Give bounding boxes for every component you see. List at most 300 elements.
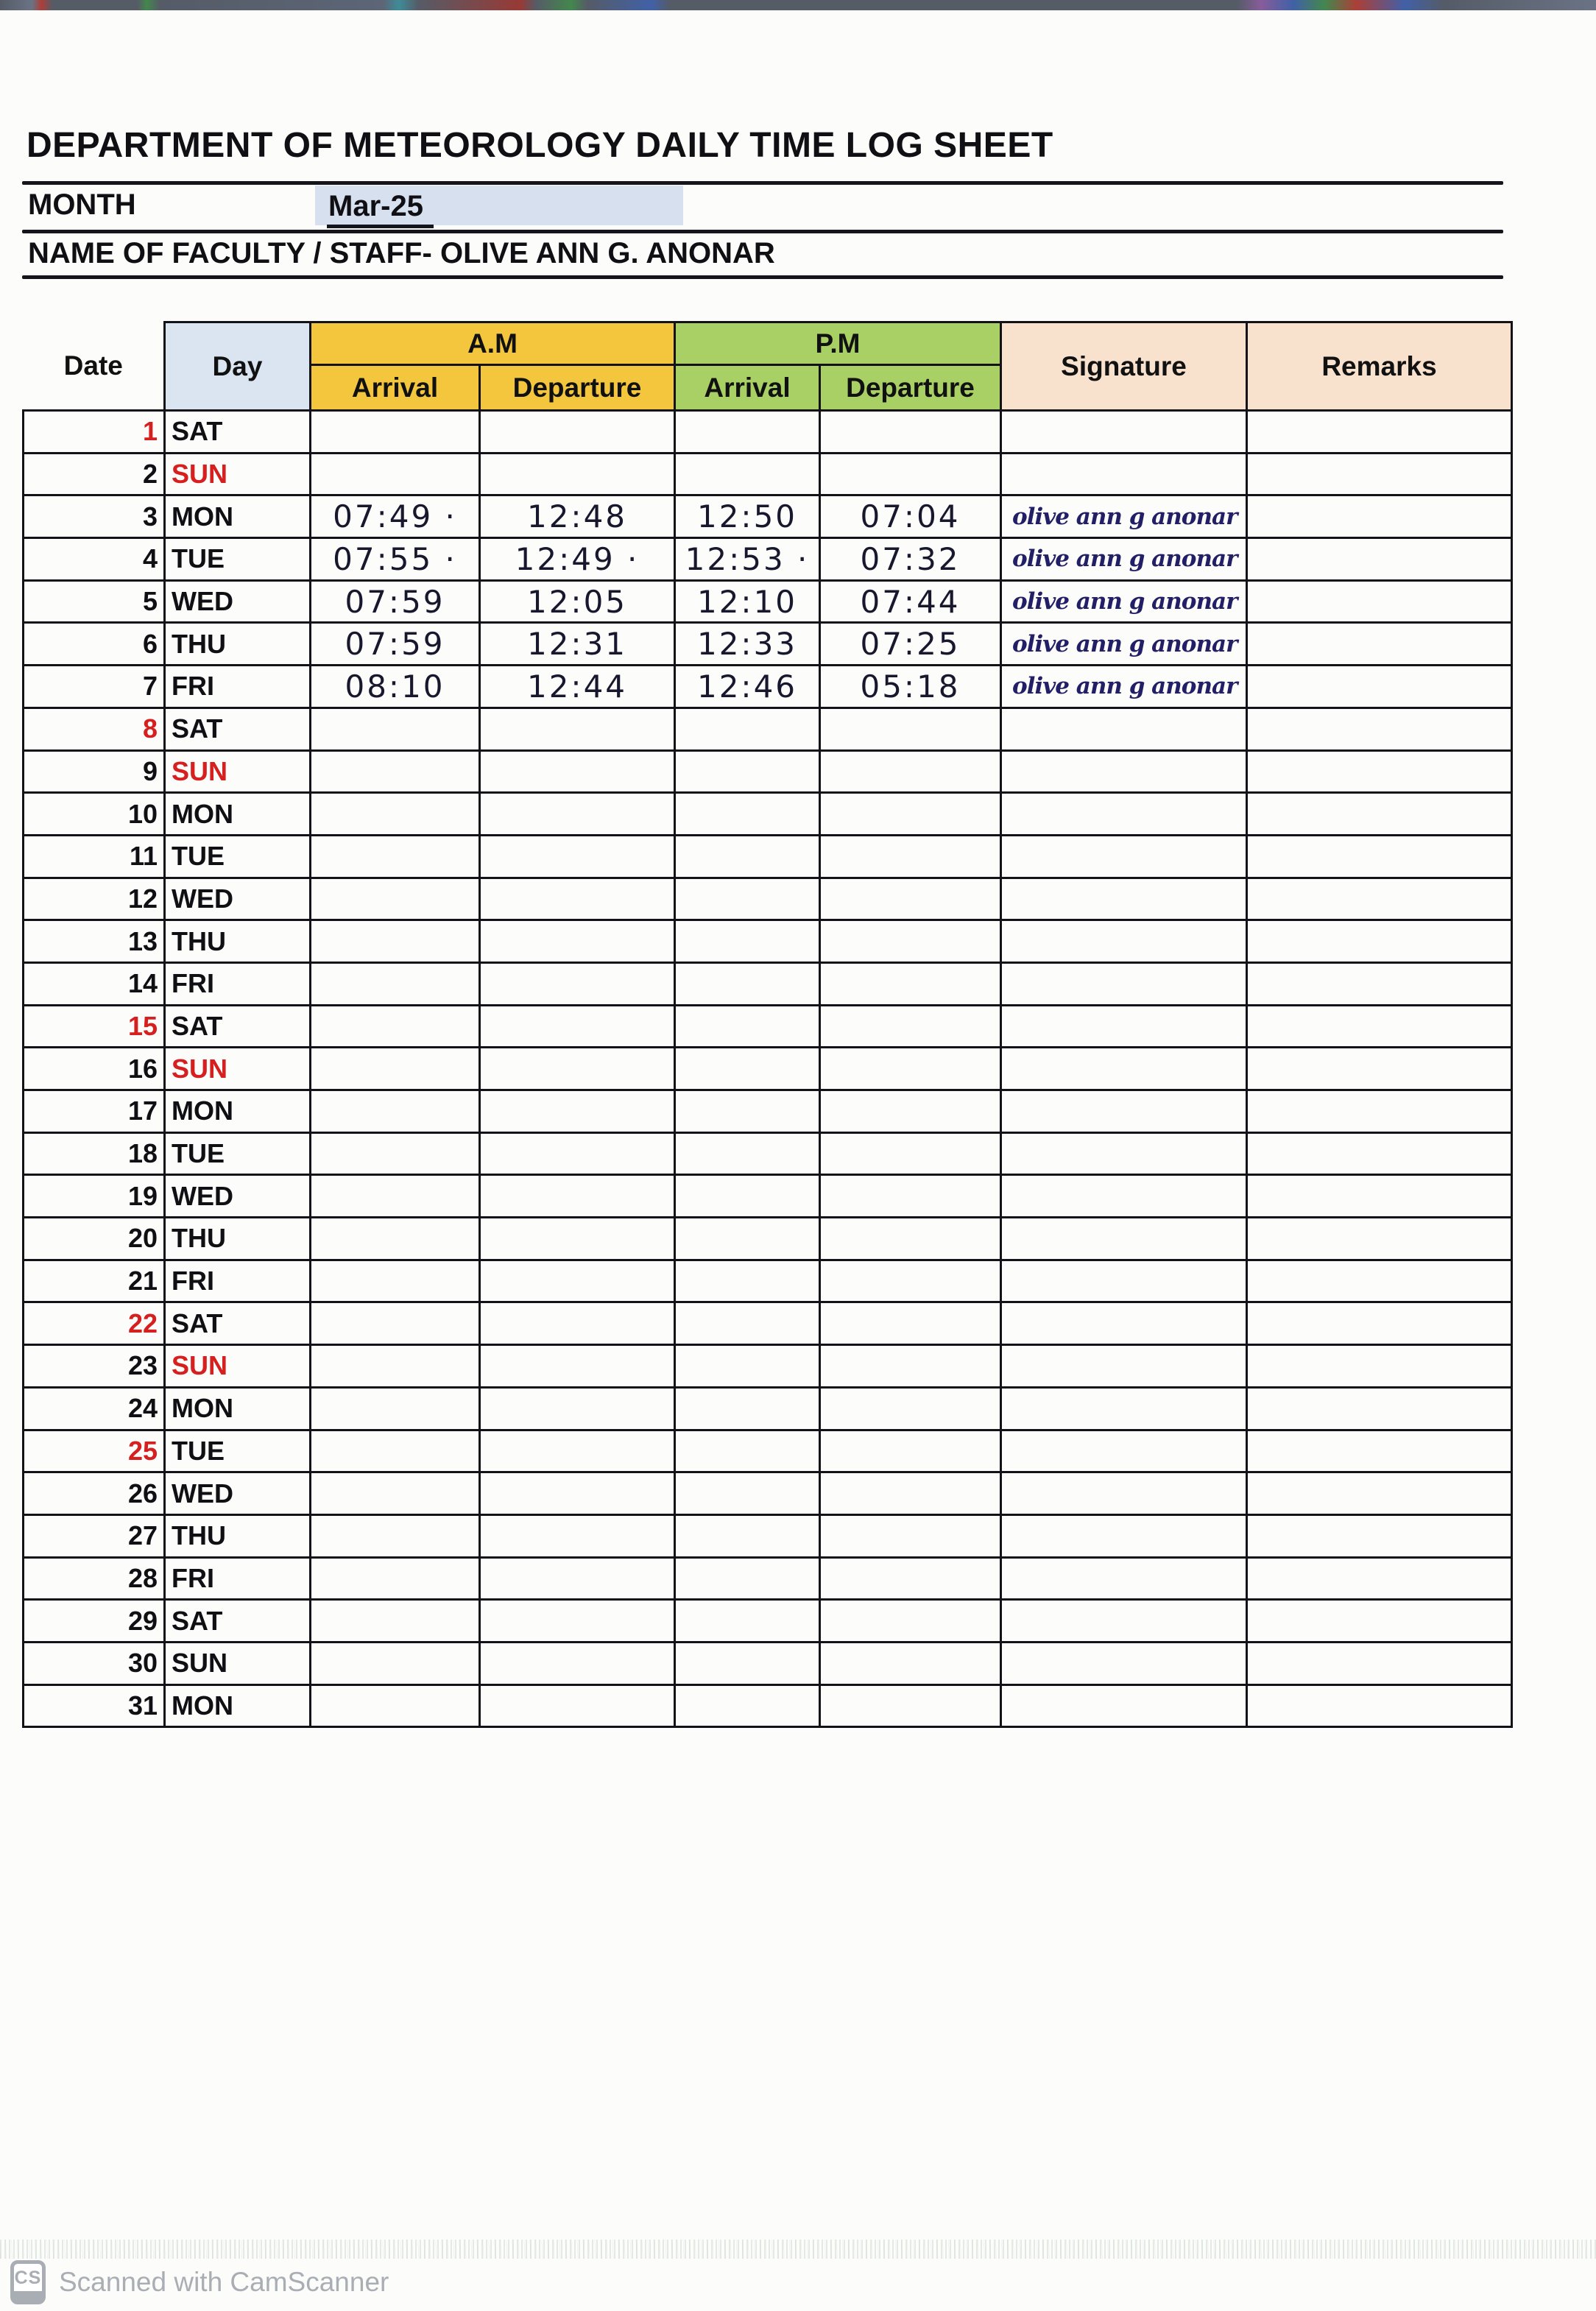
day-cell: SUN — [165, 1642, 311, 1684]
pm-arrival-cell — [675, 1684, 820, 1727]
day-cell: WED — [165, 580, 311, 623]
day-cell: FRI — [165, 962, 311, 1005]
remarks-cell — [1247, 1175, 1512, 1218]
pm-departure-cell — [820, 1302, 1001, 1345]
am-arrival-cell — [311, 1345, 480, 1388]
remarks-cell — [1247, 1090, 1512, 1133]
am-departure-cell — [480, 878, 675, 920]
am-departure-cell — [480, 1218, 675, 1260]
date-cell: 6 — [24, 623, 165, 666]
pm-arrival-cell — [675, 1005, 820, 1048]
am-arrival-cell — [311, 1090, 480, 1133]
date-cell: 24 — [24, 1387, 165, 1430]
signature-cell — [1001, 1387, 1247, 1430]
pm-departure-cell — [820, 793, 1001, 836]
am-departure-cell — [480, 1514, 675, 1557]
signature-cell: olive ann g anonar — [1001, 580, 1247, 623]
header-signature: Signature — [1001, 322, 1247, 411]
pm-arrival-cell — [675, 1048, 820, 1090]
remarks-cell — [1247, 878, 1512, 920]
table-row — [24, 1430, 1512, 1472]
pm-arrival-cell: 12:46 — [675, 666, 820, 708]
remarks-cell — [1247, 411, 1512, 454]
remarks-cell — [1247, 1472, 1512, 1515]
pm-arrival-cell: 12:33 — [675, 623, 820, 666]
am-departure-cell — [480, 1175, 675, 1218]
table-row — [24, 1345, 1512, 1388]
date-cell: 23 — [24, 1345, 165, 1388]
am-departure-cell — [480, 1345, 675, 1388]
table-row — [24, 835, 1512, 878]
table-row — [24, 708, 1512, 750]
table-row — [24, 1684, 1512, 1727]
am-arrival-cell — [311, 1260, 480, 1302]
header-date: Date — [63, 350, 123, 381]
remarks-cell — [1247, 1684, 1512, 1727]
signature-cell — [1001, 920, 1247, 963]
pm-arrival-cell — [675, 750, 820, 793]
am-arrival-cell — [311, 1387, 480, 1430]
day-cell: SAT — [165, 708, 311, 750]
signature-cell — [1001, 962, 1247, 1005]
day-cell: MON — [165, 1387, 311, 1430]
remarks-cell — [1247, 1430, 1512, 1472]
table-row — [24, 1048, 1512, 1090]
remarks-cell — [1247, 1218, 1512, 1260]
pm-departure-cell — [820, 1600, 1001, 1643]
document-title: DEPARTMENT OF METEOROLOGY DAILY TIME LOG SHEET — [27, 126, 1053, 165]
am-arrival-cell — [311, 962, 480, 1005]
signature-cell: olive ann g anonar — [1001, 623, 1247, 666]
remarks-cell — [1247, 1005, 1512, 1048]
pm-arrival-cell — [675, 1260, 820, 1302]
am-arrival-cell: 07:59 — [311, 580, 480, 623]
signature-cell — [1001, 708, 1247, 750]
am-arrival-cell — [311, 1472, 480, 1515]
am-departure-cell: 12:31 — [480, 623, 675, 666]
pm-departure-cell — [820, 1260, 1001, 1302]
pm-departure-cell: 07:25 — [820, 623, 1001, 666]
am-departure-cell — [480, 920, 675, 963]
am-departure-cell — [480, 1005, 675, 1048]
header-am: A.M — [311, 322, 675, 365]
day-cell: TUE — [165, 835, 311, 878]
remarks-cell — [1247, 623, 1512, 666]
table-row — [24, 920, 1512, 963]
table-row — [24, 623, 1512, 666]
header-pm-arrival: Arrival — [675, 365, 820, 411]
signature-cell — [1001, 1557, 1247, 1600]
remarks-cell — [1247, 835, 1512, 878]
pm-departure-cell — [820, 1472, 1001, 1515]
day-cell: THU — [165, 920, 311, 963]
signature-cell — [1001, 878, 1247, 920]
remarks-cell — [1247, 1514, 1512, 1557]
am-departure-cell — [480, 453, 675, 495]
table-row — [24, 1260, 1512, 1302]
pm-arrival-cell — [675, 1387, 820, 1430]
day-cell: SUN — [165, 1345, 311, 1388]
pm-arrival-cell — [675, 878, 820, 920]
time-log-table — [22, 321, 1513, 1728]
signature-cell — [1001, 1048, 1247, 1090]
am-departure-cell — [480, 1642, 675, 1684]
day-cell: THU — [165, 1218, 311, 1260]
signature-cell — [1001, 1175, 1247, 1218]
table-row — [24, 878, 1512, 920]
date-cell: 18 — [24, 1132, 165, 1175]
month-value: Mar-25 — [327, 190, 434, 228]
pm-departure-cell — [820, 708, 1001, 750]
table-row — [24, 453, 1512, 495]
table-row — [24, 1472, 1512, 1515]
am-departure-cell — [480, 835, 675, 878]
signature-cell — [1001, 1514, 1247, 1557]
table-row — [24, 411, 1512, 454]
am-departure-cell — [480, 1302, 675, 1345]
day-cell: SUN — [165, 750, 311, 793]
date-cell: 19 — [24, 1175, 165, 1218]
am-departure-cell: 12:44 — [480, 666, 675, 708]
table-row — [24, 1302, 1512, 1345]
date-cell: 20 — [24, 1218, 165, 1260]
date-cell: 8 — [24, 708, 165, 750]
day-cell: MON — [165, 1090, 311, 1133]
date-cell: 11 — [24, 835, 165, 878]
day-cell: SUN — [165, 453, 311, 495]
am-departure-cell — [480, 1387, 675, 1430]
table-row — [24, 1557, 1512, 1600]
table-row — [24, 580, 1512, 623]
remarks-cell — [1247, 580, 1512, 623]
am-arrival-cell — [311, 1557, 480, 1600]
am-departure-cell — [480, 1048, 675, 1090]
signature-cell — [1001, 1090, 1247, 1133]
camscanner-watermark — [10, 2260, 389, 2304]
table-row — [24, 495, 1512, 538]
day-cell: SAT — [165, 1005, 311, 1048]
camscanner-logo-icon — [10, 2260, 46, 2304]
am-arrival-cell — [311, 1218, 480, 1260]
pm-departure-cell — [820, 1048, 1001, 1090]
am-arrival-cell — [311, 1302, 480, 1345]
table-row — [24, 1600, 1512, 1643]
pm-departure-cell: 07:32 — [820, 538, 1001, 581]
month-highlight — [315, 186, 683, 225]
pm-arrival-cell: 12:53 · — [675, 538, 820, 581]
signature-cell — [1001, 1302, 1247, 1345]
date-cell: 17 — [24, 1090, 165, 1133]
date-cell: 25 — [24, 1430, 165, 1472]
signature-cell — [1001, 1260, 1247, 1302]
remarks-cell — [1247, 453, 1512, 495]
header-pm: P.M — [675, 322, 1001, 365]
pm-arrival-cell: 12:50 — [675, 495, 820, 538]
table-row — [24, 1514, 1512, 1557]
signature-cell: olive ann g anonar — [1001, 538, 1247, 581]
am-arrival-cell — [311, 920, 480, 963]
table-row — [24, 962, 1512, 1005]
pm-arrival-cell — [675, 1090, 820, 1133]
pm-arrival-cell — [675, 411, 820, 454]
faculty-name-line: NAME OF FACULTY / STAFF- OLIVE ANN G. ANONAR — [28, 237, 775, 269]
date-cell: 26 — [24, 1472, 165, 1515]
scan-artifact-top — [0, 0, 1596, 10]
day-cell: WED — [165, 1472, 311, 1515]
remarks-cell — [1247, 750, 1512, 793]
horizontal-rule — [22, 275, 1503, 279]
day-cell: MON — [165, 1684, 311, 1727]
pm-arrival-cell — [675, 1132, 820, 1175]
pm-departure-cell — [820, 1090, 1001, 1133]
day-cell: TUE — [165, 1132, 311, 1175]
remarks-cell — [1247, 1642, 1512, 1684]
table-row — [24, 793, 1512, 836]
am-arrival-cell — [311, 835, 480, 878]
pm-departure-cell — [820, 411, 1001, 454]
date-cell: 9 — [24, 750, 165, 793]
date-cell: 28 — [24, 1557, 165, 1600]
am-departure-cell — [480, 1684, 675, 1727]
signature-cell — [1001, 1132, 1247, 1175]
pm-departure-cell — [820, 1514, 1001, 1557]
day-cell: TUE — [165, 538, 311, 581]
camscanner-footer-text: Scanned with CamScanner — [59, 2267, 389, 2297]
remarks-cell — [1247, 1345, 1512, 1388]
pm-arrival-cell: 12:10 — [675, 580, 820, 623]
date-cell: 21 — [24, 1260, 165, 1302]
day-cell: MON — [165, 793, 311, 836]
am-departure-cell — [480, 793, 675, 836]
pm-departure-cell — [820, 1132, 1001, 1175]
pm-arrival-cell — [675, 453, 820, 495]
am-arrival-cell — [311, 1430, 480, 1472]
header-remarks: Remarks — [1247, 322, 1512, 411]
am-arrival-cell: 07:49 · — [311, 495, 480, 538]
header-am-departure: Departure — [480, 365, 675, 411]
date-cell: 15 — [24, 1005, 165, 1048]
am-departure-cell — [480, 1260, 675, 1302]
am-arrival-cell — [311, 453, 480, 495]
pm-departure-cell — [820, 1345, 1001, 1388]
pm-arrival-cell — [675, 1642, 820, 1684]
am-arrival-cell — [311, 708, 480, 750]
remarks-cell — [1247, 1048, 1512, 1090]
date-cell: 7 — [24, 666, 165, 708]
pm-departure-cell: 07:44 — [820, 580, 1001, 623]
table-row — [24, 538, 1512, 581]
pm-departure-cell — [820, 920, 1001, 963]
remarks-cell — [1247, 666, 1512, 708]
am-arrival-cell — [311, 1005, 480, 1048]
am-arrival-cell — [311, 793, 480, 836]
pm-departure-cell — [820, 835, 1001, 878]
am-arrival-cell — [311, 1514, 480, 1557]
remarks-cell — [1247, 538, 1512, 581]
date-cell: 29 — [24, 1600, 165, 1643]
am-departure-cell — [480, 1600, 675, 1643]
am-departure-cell — [480, 962, 675, 1005]
table-row — [24, 750, 1512, 793]
signature-cell — [1001, 453, 1247, 495]
pm-departure-cell — [820, 1557, 1001, 1600]
month-label: MONTH — [28, 188, 136, 221]
camscanner-logo-text: CS — [14, 2268, 42, 2288]
date-cell: 4 — [24, 538, 165, 581]
date-cell: 10 — [24, 793, 165, 836]
day-cell: WED — [165, 878, 311, 920]
am-departure-cell — [480, 750, 675, 793]
signature-cell — [1001, 1345, 1247, 1388]
signature-cell — [1001, 1218, 1247, 1260]
am-arrival-cell: 07:55 · — [311, 538, 480, 581]
pm-arrival-cell — [675, 1472, 820, 1515]
table-row — [24, 1005, 1512, 1048]
signature-cell — [1001, 1005, 1247, 1048]
remarks-cell — [1247, 1600, 1512, 1643]
pm-departure-cell — [820, 1175, 1001, 1218]
pm-arrival-cell — [675, 962, 820, 1005]
signature-cell — [1001, 1430, 1247, 1472]
pm-departure-cell — [820, 453, 1001, 495]
am-arrival-cell — [311, 1048, 480, 1090]
signature-cell — [1001, 750, 1247, 793]
day-cell: TUE — [165, 1430, 311, 1472]
pm-departure-cell — [820, 1218, 1001, 1260]
signature-cell — [1001, 411, 1247, 454]
header-day: Day — [165, 322, 311, 411]
date-cell: 1 — [24, 411, 165, 454]
am-departure-cell — [480, 1472, 675, 1515]
table-row — [24, 1175, 1512, 1218]
day-cell: MON — [165, 495, 311, 538]
pm-arrival-cell — [675, 1218, 820, 1260]
day-cell: SAT — [165, 411, 311, 454]
signature-cell — [1001, 1642, 1247, 1684]
signature-cell: olive ann g anonar — [1001, 666, 1247, 708]
am-arrival-cell — [311, 1642, 480, 1684]
am-departure-cell: 12:05 — [480, 580, 675, 623]
am-departure-cell — [480, 411, 675, 454]
signature-cell — [1001, 1600, 1247, 1643]
am-arrival-cell — [311, 878, 480, 920]
day-cell: FRI — [165, 1260, 311, 1302]
am-arrival-cell: 07:59 — [311, 623, 480, 666]
am-departure-cell — [480, 708, 675, 750]
date-cell: 13 — [24, 920, 165, 963]
remarks-cell — [1247, 1132, 1512, 1175]
am-arrival-cell — [311, 411, 480, 454]
remarks-cell — [1247, 1260, 1512, 1302]
signature-cell — [1001, 793, 1247, 836]
date-cell: 30 — [24, 1642, 165, 1684]
pm-arrival-cell — [675, 708, 820, 750]
pm-departure-cell — [820, 750, 1001, 793]
pm-departure-cell — [820, 1387, 1001, 1430]
day-cell: SUN — [165, 1048, 311, 1090]
date-cell: 16 — [24, 1048, 165, 1090]
am-arrival-cell: 08:10 — [311, 666, 480, 708]
day-cell: FRI — [165, 1557, 311, 1600]
signature-cell — [1001, 1472, 1247, 1515]
pm-arrival-cell — [675, 793, 820, 836]
date-cell: 2 — [24, 453, 165, 495]
pm-departure-cell — [820, 962, 1001, 1005]
horizontal-rule — [22, 181, 1503, 185]
remarks-cell — [1247, 1557, 1512, 1600]
day-cell: SAT — [165, 1302, 311, 1345]
table-row — [24, 1387, 1512, 1430]
am-arrival-cell — [311, 750, 480, 793]
signature-cell — [1001, 835, 1247, 878]
am-arrival-cell — [311, 1132, 480, 1175]
day-cell: WED — [165, 1175, 311, 1218]
pm-arrival-cell — [675, 1430, 820, 1472]
am-departure-cell — [480, 1557, 675, 1600]
remarks-cell — [1247, 708, 1512, 750]
date-cell: 31 — [24, 1684, 165, 1727]
pm-departure-cell — [820, 1430, 1001, 1472]
date-cell: 14 — [24, 962, 165, 1005]
date-cell: 5 — [24, 580, 165, 623]
remarks-cell — [1247, 920, 1512, 963]
signature-cell — [1001, 1684, 1247, 1727]
pm-departure-cell — [820, 1642, 1001, 1684]
horizontal-rule — [22, 230, 1503, 233]
table-row — [24, 1132, 1512, 1175]
am-departure-cell: 12:49 · — [480, 538, 675, 581]
pm-arrival-cell — [675, 1302, 820, 1345]
day-cell: SAT — [165, 1600, 311, 1643]
pm-departure-cell — [820, 1005, 1001, 1048]
table-row — [24, 1090, 1512, 1133]
date-cell: 12 — [24, 878, 165, 920]
am-arrival-cell — [311, 1600, 480, 1643]
pm-arrival-cell — [675, 1514, 820, 1557]
date-cell: 27 — [24, 1514, 165, 1557]
pm-arrival-cell — [675, 835, 820, 878]
am-departure-cell — [480, 1090, 675, 1133]
remarks-cell — [1247, 495, 1512, 538]
pm-departure-cell — [820, 878, 1001, 920]
day-cell: FRI — [165, 666, 311, 708]
pm-departure-cell: 05:18 — [820, 666, 1001, 708]
pm-arrival-cell — [675, 1600, 820, 1643]
pm-arrival-cell — [675, 1345, 820, 1388]
pm-arrival-cell — [675, 1175, 820, 1218]
pm-departure-cell: 07:04 — [820, 495, 1001, 538]
table-row — [24, 1218, 1512, 1260]
pm-arrival-cell — [675, 920, 820, 963]
am-departure-cell — [480, 1430, 675, 1472]
scan-artifact-bottom — [0, 2240, 1596, 2259]
remarks-cell — [1247, 1387, 1512, 1430]
remarks-cell — [1247, 1302, 1512, 1345]
signature-cell: olive ann g anonar — [1001, 495, 1247, 538]
am-departure-cell: 12:48 — [480, 495, 675, 538]
date-cell: 3 — [24, 495, 165, 538]
day-cell: THU — [165, 623, 311, 666]
am-arrival-cell — [311, 1175, 480, 1218]
remarks-cell — [1247, 793, 1512, 836]
am-arrival-cell — [311, 1684, 480, 1727]
log-table-body — [24, 411, 1512, 1727]
header-am-arrival: Arrival — [311, 365, 480, 411]
pm-arrival-cell — [675, 1557, 820, 1600]
remarks-cell — [1247, 962, 1512, 1005]
pm-departure-cell — [820, 1684, 1001, 1727]
table-row — [24, 1642, 1512, 1684]
